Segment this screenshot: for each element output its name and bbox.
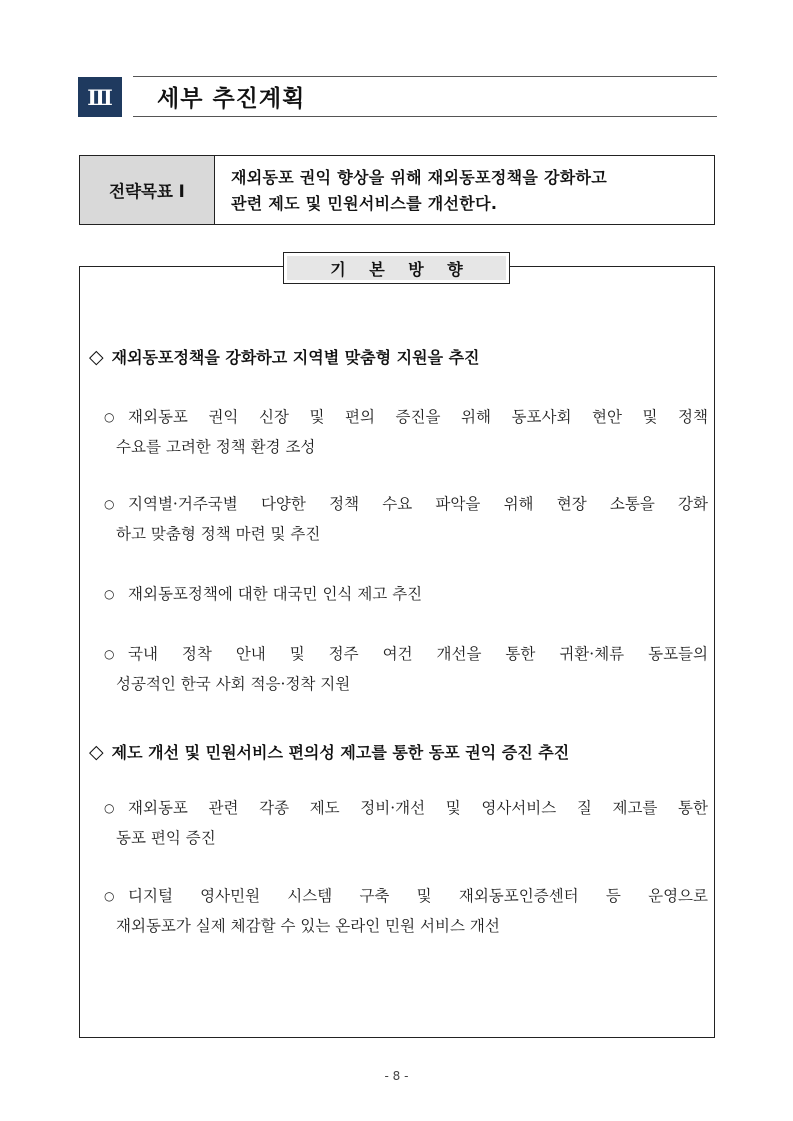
circle-bullet-icon: ○: [104, 801, 115, 815]
diamond-icon: ◇: [89, 346, 104, 368]
circle-bullet-icon: ○: [104, 410, 115, 424]
direction-heading-text: 재외동포정책을 강화하고 지역별 맞춤형 지원을 추진: [111, 348, 480, 367]
direction-item: [104, 402, 708, 462]
direction-item-line: 하고 맞춤형 정책 마련 및 추진: [116, 525, 321, 543]
page-number: - 8 -: [384, 1069, 409, 1083]
direction-item-line: 재외동포 권익 신장 및 편의 증진을 위해 동포사회 현안 및 정책: [128, 408, 708, 426]
direction-item-line: 디지털 영사민원 시스템 구축 및 재외동포인증센터 등 운영으로: [128, 887, 708, 905]
section-rule-top: [133, 76, 717, 77]
direction-item: [104, 639, 708, 699]
direction-item-line: 재외동포정책에 대한 대국민 인식 제고 추진: [128, 585, 423, 603]
basic-direction-tab-label: 기 본 방 향: [287, 256, 506, 280]
strategy-goal-text: [215, 156, 714, 224]
circle-bullet-icon: ○: [104, 587, 115, 601]
direction-item-line: 수요를 고려한 정책 환경 조성: [116, 438, 316, 456]
direction-item-line: 동포 편익 증진: [116, 829, 216, 847]
circle-bullet-icon: ○: [104, 647, 115, 661]
circle-bullet-icon: ○: [104, 889, 115, 903]
direction-heading: [89, 740, 569, 763]
section-number-badge: Ⅲ: [78, 77, 122, 117]
direction-item-line: 성공적인 한국 사회 적응·정착 지원: [116, 675, 351, 693]
direction-item-line: 재외동포 관련 각종 제도 정비·개선 및 영사서비스 질 제고를 통한: [128, 799, 708, 817]
circle-bullet-icon: ○: [104, 497, 115, 511]
section-rule-bottom: [133, 116, 717, 117]
direction-heading-text: 제도 개선 및 민원서비스 편의성 제고를 통한 동포 권익 증진 추진: [111, 743, 570, 762]
diamond-icon: ◇: [89, 741, 104, 763]
strategy-goal-label: 전략목표 I: [80, 156, 215, 224]
section-title: 세부 추진계획: [157, 86, 306, 112]
basic-direction-tab: [283, 252, 510, 284]
direction-item-line: 재외동포가 실제 체감할 수 있는 온라인 민원 서비스 개선: [116, 917, 500, 935]
direction-item: [104, 881, 708, 941]
direction-item: [104, 489, 708, 549]
strategy-goal-box: [79, 155, 715, 225]
direction-item-line: 지역별·거주국별 다양한 정책 수요 파악을 위해 현장 소통을 강화: [128, 495, 708, 513]
strategy-goal-line: 관련 제도 및 민원서비스를 개선한다.: [231, 194, 498, 213]
direction-item-line: 국내 정착 안내 및 정주 여건 개선을 통한 귀환·체류 동포들의: [128, 645, 708, 663]
strategy-goal-line: 재외동포 권익 향상을 위해 재외동포정책을 강화하고: [231, 168, 607, 187]
direction-item: [104, 579, 708, 609]
direction-item: [104, 793, 708, 853]
direction-heading: [89, 345, 480, 368]
